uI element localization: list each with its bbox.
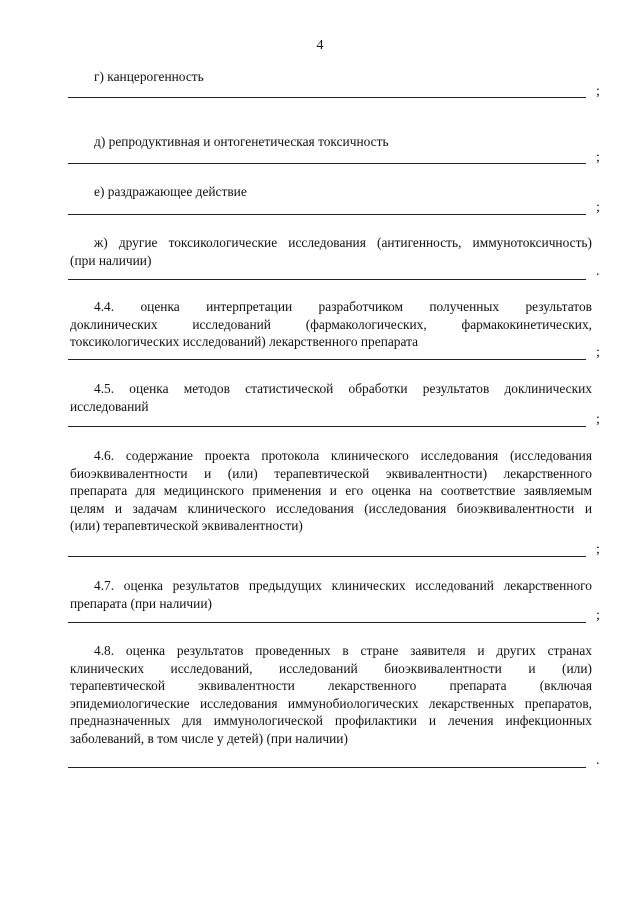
- fill-line[interactable]: [68, 214, 586, 215]
- section-text-line: целям и задачам клинического исследования (исследования биоэквивалентности и: [70, 500, 592, 516]
- section-g: [70, 68, 592, 86]
- section-text-line: (при наличии): [70, 252, 152, 268]
- line-end-mark: ;: [596, 345, 600, 360]
- section-text-line: ж) другие токсикологические исследования (антигенность, иммунотоксичность): [94, 235, 592, 250]
- fill-line[interactable]: [68, 767, 586, 768]
- section-text-line: г) канцерогенность: [94, 69, 204, 84]
- line-end-mark: ;: [596, 84, 600, 99]
- section-4-6: [70, 447, 592, 535]
- fill-line[interactable]: [68, 163, 586, 164]
- section-text-line: 4.5. оценка методов статистической обработки результатов доклинических: [94, 381, 592, 396]
- section-text-line: 4.4. оценка интерпретации разработчиком полученных результатов: [94, 299, 592, 314]
- fill-line[interactable]: [68, 622, 586, 623]
- page-number: 4: [316, 38, 324, 53]
- section-d: [70, 133, 592, 151]
- section-text-line: препарата для медицинского применения и его оценка на соответствие заявляемым: [70, 483, 592, 498]
- section-text-line: заболеваний, в том числе у детей) (при наличии): [70, 730, 348, 746]
- section-text-line: 4.8. оценка результатов проведенных в стране заявителя и других странах: [94, 643, 592, 658]
- line-end-mark: ;: [596, 412, 600, 427]
- section-e: [70, 183, 592, 201]
- section-text-line: терапевтической эквивалентности лекарственного препарата (включая: [70, 678, 592, 693]
- line-end-mark: ;: [596, 150, 600, 165]
- section-text-line: (или) терапевтической эквивалентности): [70, 518, 303, 533]
- section-text-line: клинических исследований, исследований биоэквивалентности и (или): [70, 660, 592, 676]
- section-text-line: 4.7. оценка результатов предыдущих клинических исследований лекарственного: [94, 578, 592, 593]
- section-text-line: доклинических исследований (фармакологических, фармакокинетических,: [70, 316, 592, 332]
- line-end-mark: ;: [596, 542, 600, 557]
- section-text-line: исследований: [70, 398, 149, 414]
- section-text-line: д) репродуктивная и онтогенетическая токсичность: [94, 134, 389, 149]
- section-zh: [70, 234, 592, 269]
- line-end-mark: .: [596, 264, 600, 279]
- section-4-5: [70, 380, 592, 415]
- section-4-8: [70, 642, 592, 747]
- fill-line[interactable]: [68, 97, 586, 98]
- section-text-line: эпидемиологические исследования иммунобиологических лекарственных препаратов,: [70, 695, 592, 711]
- section-text-line: препарата (при наличии): [70, 595, 212, 611]
- line-end-mark: .: [596, 753, 600, 768]
- fill-line[interactable]: [68, 279, 586, 280]
- line-end-mark: ;: [596, 608, 600, 623]
- section-text-line: токсикологических исследований) лекарственного препарата: [70, 334, 419, 349]
- section-text-line: биоэквивалентности и (или) терапевтической эквивалентности) лекарственного: [70, 465, 592, 481]
- section-text-line: предназначенных для иммунологической профилактики и лечения инфекционных: [70, 713, 592, 728]
- fill-line[interactable]: [68, 359, 586, 360]
- section-4-4: [70, 298, 592, 351]
- fill-line[interactable]: [68, 426, 586, 427]
- section-4-7: [70, 577, 592, 612]
- line-end-mark: ;: [596, 200, 600, 215]
- section-text-line: е) раздражающее действие: [94, 184, 247, 199]
- fill-line[interactable]: [68, 556, 586, 557]
- section-text-line: 4.6. содержание проекта протокола клинического исследования (исследования: [94, 448, 592, 463]
